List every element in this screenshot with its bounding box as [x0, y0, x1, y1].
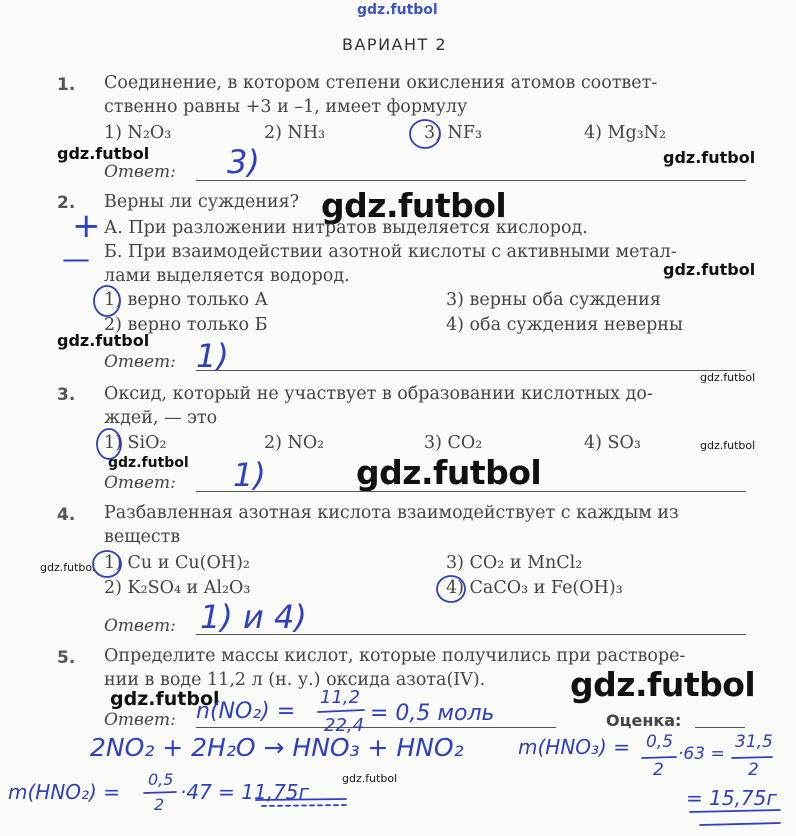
answer-label: Ответ: — [104, 616, 176, 636]
question-text: Определите массы кислот, которые получились при растворе- — [104, 646, 686, 666]
answer-label: Ответ: — [104, 710, 176, 730]
option-4[interactable]: 4) CaCO₃ и Fe(OH)₃ — [446, 578, 623, 598]
hand-n-left: n(NO₂) = — [196, 699, 296, 724]
option-1[interactable]: 1) верно только А — [104, 290, 268, 310]
question-number: 2. — [57, 193, 76, 213]
watermark-large: gdz.futbol — [321, 186, 507, 225]
option-4[interactable]: 4) SO₃ — [584, 433, 641, 453]
hand-m2-right: ·47 = 11,75г — [180, 780, 310, 804]
question-text: ственно равны +3 и –1, имеет формулу — [104, 97, 468, 117]
option-2[interactable]: 2) NH₃ — [264, 123, 326, 143]
watermark: gdz.futbol — [108, 455, 189, 471]
hand-n-right: = 0,5 моль — [370, 701, 495, 726]
question-number: 5. — [57, 648, 76, 668]
option-3[interactable]: 3) CO₂ и MnCl₂ — [446, 553, 583, 573]
fraction-bar — [642, 757, 676, 758]
hand-m1-den: 2 — [653, 760, 664, 780]
fraction-bar — [732, 757, 772, 758]
hand-m1-r-den: 2 — [748, 760, 759, 780]
statement-a: А. При разложении нитратов выделяется кислород. — [104, 218, 588, 238]
watermark-small: gdz.futbol — [40, 561, 96, 574]
option-3[interactable]: 3) CO₂ — [424, 433, 483, 453]
option-3[interactable]: 3) NF₃ — [424, 123, 482, 143]
selection-circle — [97, 429, 121, 459]
watermark-large: gdz.futbol — [570, 665, 756, 704]
question-text: нии в воде 11,2 л (н. у.) оксида азота(IV). — [104, 670, 486, 690]
question-text: Соединение, в котором степени окисления атомов соответ- — [104, 73, 658, 93]
selection-circle — [94, 286, 120, 316]
question-text: Разбавленная азотная кислота взаимодействует с каждым из — [104, 503, 679, 523]
answer-label: Ответ: — [104, 162, 176, 182]
option-2[interactable]: 2) NO₂ — [264, 433, 325, 453]
hand-m1-result: = 15,75г — [686, 786, 777, 810]
hand-equation: 2NO₂ + 2H₂O → HNO₃ + HNO₂ — [90, 733, 464, 762]
fraction-bar — [318, 710, 364, 712]
watermark-small: gdz.futbol — [700, 371, 756, 384]
option-4[interactable]: 4) оба суждения неверны — [446, 315, 683, 335]
grade-label: Оценка: — [606, 711, 682, 730]
selection-circle — [437, 576, 465, 602]
underline — [690, 810, 780, 812]
underline — [262, 805, 348, 806]
question-text: Верны ли суждения? — [104, 192, 299, 212]
hand-m1-mid: ·63 = — [678, 744, 725, 764]
question-number: 3. — [57, 385, 76, 405]
statement-b: лами выделяется водород. — [104, 266, 350, 286]
question-text: Оксид, который не участвует в образовании кислотных до- — [104, 384, 653, 404]
hand-m2-left: m(HNO₂) = — [8, 780, 120, 804]
watermark: gdz.futbol — [663, 260, 756, 279]
hand-frac-num: 11,2 — [320, 687, 361, 708]
handwritten-answer[interactable]: 3) — [227, 143, 260, 181]
variant-title: ВАРИАНТ 2 — [342, 35, 448, 54]
watermark-small: gdz.futbol — [700, 439, 756, 452]
selection-circle — [410, 120, 440, 148]
answer-label: Ответ: — [104, 473, 176, 493]
watermark-top: gdz.futbol — [357, 2, 438, 18]
statement-b: Б. При взаимодействии азотной кислоты с активными метал- — [104, 242, 677, 262]
option-4[interactable]: 4) Mg₃N₂ — [584, 123, 666, 143]
option-2[interactable]: 2) верно только Б — [104, 315, 268, 335]
option-3[interactable]: 3) верны оба суждения — [446, 290, 661, 310]
plus-mark: + — [72, 206, 101, 246]
watermark-small: gdz.futbol — [342, 772, 398, 785]
hand-m2-den: 2 — [154, 795, 165, 814]
hand-m1-left: m(HNO₃) = — [518, 735, 630, 759]
watermark: gdz.futbol — [110, 688, 220, 710]
handwritten-answer[interactable]: 1) и 4) — [200, 598, 307, 636]
option-1[interactable]: 1) Cu и Cu(OH)₂ — [104, 553, 250, 573]
minus-mark: — — [62, 242, 90, 275]
watermark: gdz.futbol — [57, 331, 150, 350]
option-1[interactable]: 1) SiO₂ — [104, 433, 167, 453]
hand-m2-num: 0,5 — [148, 770, 174, 789]
hand-m1-num: 0,5 — [646, 732, 674, 752]
underline — [700, 823, 780, 825]
handwritten-answer[interactable]: 1) — [196, 337, 229, 375]
question-text: ждей, — это — [104, 408, 218, 428]
hand-frac-den: 22,4 — [324, 715, 365, 736]
answer-label: Ответ: — [104, 352, 176, 372]
question-number: 1. — [57, 75, 76, 95]
option-2[interactable]: 2) K₂SO₄ и Al₂O₃ — [104, 578, 251, 598]
underline — [256, 799, 346, 800]
selection-circle — [93, 551, 121, 577]
question-number: 4. — [57, 505, 76, 525]
option-1[interactable]: 1) N₂O₃ — [104, 123, 172, 143]
handwritten-answer[interactable]: 1) — [233, 456, 266, 494]
watermark: gdz.futbol — [57, 144, 150, 163]
hand-m1-r-num: 31,5 — [735, 732, 773, 752]
fraction-bar — [144, 792, 176, 793]
watermark-large: gdz.futbol — [356, 453, 542, 492]
question-text: веществ — [104, 527, 181, 547]
watermark: gdz.futbol — [663, 148, 756, 167]
